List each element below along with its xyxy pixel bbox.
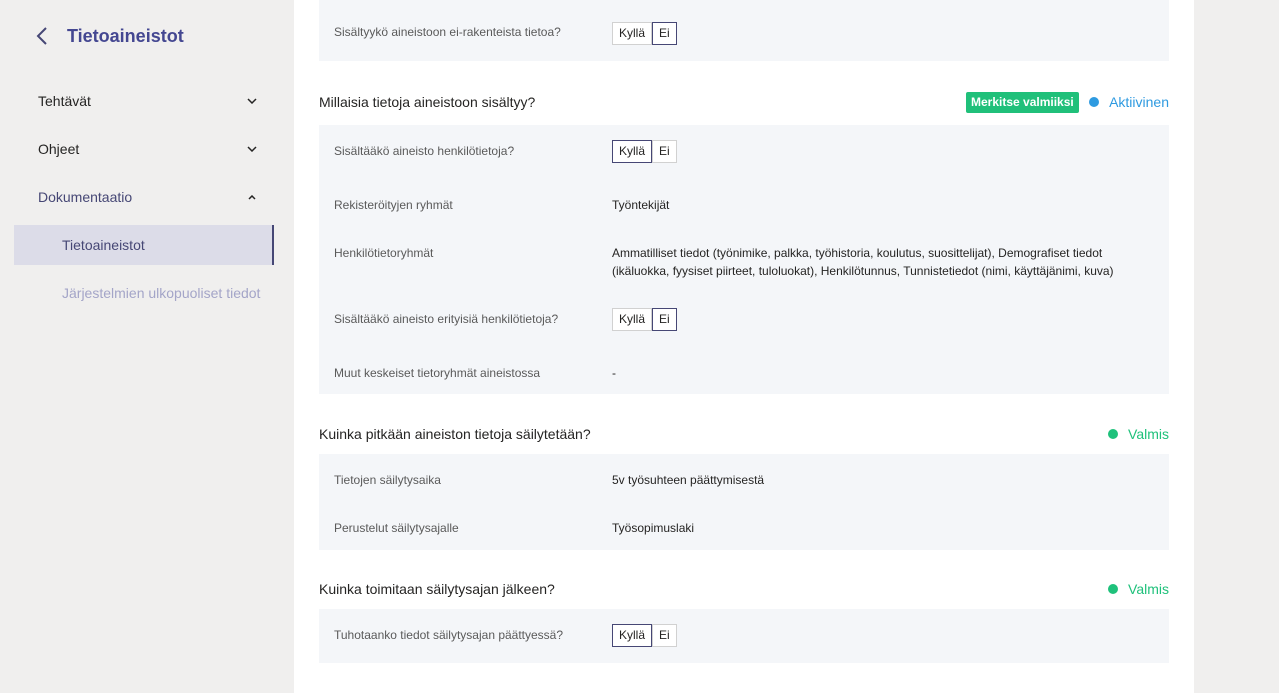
answer-value: 5v työsuhteen päättymisestä (612, 473, 765, 487)
yes-no-toggle (612, 308, 677, 331)
sub-item-tietoaineistot[interactable] (14, 225, 274, 265)
status-text: Aktiivinen (1109, 94, 1169, 110)
sidebar-title: Tietoaineistot (67, 25, 184, 46)
answer-value: Työntekijät (612, 198, 670, 212)
back-arrow-icon[interactable] (36, 26, 50, 46)
status-dot-icon (1108, 429, 1118, 439)
no-button[interactable]: Ei (652, 308, 677, 331)
answer-value: Ammatilliset tiedot (työnimike, palkka, työhistoria, koulutus, suosittelijat), Demografiset tiedot (ikäluokka, fyysiset piirteet, tuloluokat), Henkilötunnus, Tunnistetiedot (nimi, käyttäjänimi, kuva) (612, 246, 1114, 278)
form-row (319, 454, 1169, 502)
panel-after-retention (319, 609, 1169, 663)
right-margin (1194, 0, 1279, 693)
chevron-down-icon (246, 143, 258, 155)
main-content (294, 0, 1194, 693)
status-indicator (1089, 94, 1169, 110)
no-button[interactable]: Ei (652, 624, 677, 647)
section-title: Kuinka toimitaan säilytysajan jälkeen? (319, 581, 555, 597)
chevron-up-icon (246, 191, 258, 203)
yes-no-toggle (612, 140, 677, 163)
form-row (319, 293, 1169, 347)
nav-item-ohjeet[interactable] (14, 129, 274, 169)
nav-item-label: Ohjeet (38, 141, 80, 157)
status-indicator (1108, 426, 1169, 442)
status-dot-icon (1108, 584, 1118, 594)
question-label: Sisältääkö aineisto erityisiä henkilötietoja? (334, 312, 559, 326)
sidebar-header (36, 24, 184, 48)
yes-button[interactable]: Kyllä (612, 308, 652, 331)
question-label: Henkilötietoryhmät (334, 246, 434, 260)
sub-item-label: Tietoaineistot (62, 237, 145, 253)
chevron-down-icon (246, 95, 258, 107)
question-label: Sisältyykö aineistoon ei-rakenteista tietoa? (334, 25, 561, 39)
section-title: Kuinka pitkään aineiston tietoja säilytetään? (319, 426, 591, 442)
yes-button[interactable]: Kyllä (612, 140, 652, 163)
panel-unstructured-data (319, 0, 1169, 61)
nav-item-label: Dokumentaatio (38, 189, 133, 205)
form-row (319, 227, 1169, 293)
question-label: Sisältääkö aineisto henkilötietoja? (334, 144, 515, 158)
status-text: Valmis (1128, 426, 1169, 442)
mark-complete-button[interactable]: Merkitse valmiiksi (966, 92, 1079, 113)
answer-value: Työsopimuslaki (612, 521, 695, 535)
status-text: Valmis (1128, 581, 1169, 597)
form-row (319, 347, 1169, 394)
no-button[interactable]: Ei (652, 140, 677, 163)
yes-no-toggle (612, 22, 677, 45)
form-row (319, 502, 1169, 550)
panel-retention-time (319, 454, 1169, 550)
form-row (319, 125, 1169, 179)
question-label: Rekisteröityjen ryhmät (334, 198, 453, 212)
question-label: Perustelut säilytysajalle (334, 521, 459, 535)
status-dot-icon (1089, 97, 1099, 107)
sub-item-label: Järjestelmien ulkopuoliset tiedot (62, 285, 261, 301)
form-row (319, 0, 1169, 61)
nav-item-label: Tehtävät (38, 93, 91, 109)
yes-button[interactable]: Kyllä (612, 624, 652, 647)
question-label: Tuhotaanko tiedot säilytysajan päättyessä? (334, 628, 564, 642)
panel-data-contents (319, 125, 1169, 394)
yes-button[interactable]: Kyllä (612, 22, 652, 45)
nav-item-tehtavat[interactable] (14, 81, 274, 121)
question-label: Muut keskeiset tietoryhmät aineistossa (334, 366, 541, 380)
status-indicator (1108, 581, 1169, 597)
form-row (319, 609, 1169, 663)
answer-value: - (612, 366, 616, 380)
no-button[interactable]: Ei (652, 22, 677, 45)
sidebar (0, 0, 294, 693)
form-row (319, 179, 1169, 227)
sub-item-jarjestelmien-ulkopuoliset[interactable] (14, 273, 274, 313)
question-label: Tietojen säilytysaika (334, 473, 441, 487)
yes-no-toggle (612, 624, 677, 647)
section-title: Millaisia tietoja aineistoon sisältyy? (319, 94, 536, 110)
nav-item-dokumentaatio[interactable] (14, 177, 274, 217)
